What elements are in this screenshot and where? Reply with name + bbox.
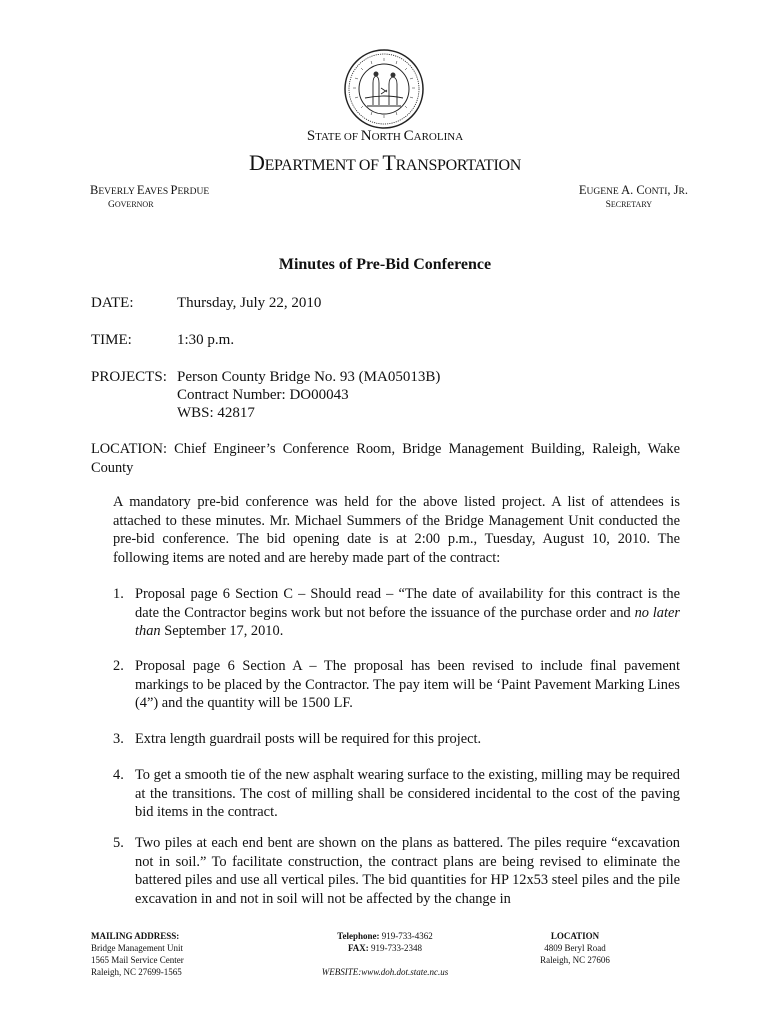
date-label: DATE: — [91, 295, 134, 311]
list-item — [113, 657, 680, 713]
list-item — [113, 834, 680, 908]
secretary-title: SECRETARY — [605, 200, 652, 210]
list-item — [113, 766, 680, 822]
item-text: Extra length guardrail posts will be required for this project. — [135, 731, 482, 747]
item-number: 4. — [113, 767, 124, 783]
secretary-name: EUGENE A. CONTI, JR. — [578, 183, 688, 197]
location-line-2: Raleigh, NC 27606 — [540, 955, 610, 965]
department-heading: DEPARTMENT OF TRANSPORTATION — [248, 150, 521, 175]
intro-paragraph: A mandatory pre-bid conference was held for the above listed project. A list of attendees is attached to these minutes. Mr. Michael Summers of the Bridge Management Unit conducted the pre-bid conference. The bid opening date is at 2:00 p.m., Tuesday, August 10, 2010. The following items are noted and are hereby made part of the contract: — [113, 494, 680, 566]
item-text-emphasis: no later than — [135, 604, 680, 639]
list-item — [113, 730, 680, 750]
item-number: 5. — [113, 835, 124, 851]
fax-value: 919-733-2348 — [368, 943, 423, 953]
list-item — [113, 585, 680, 641]
location-line-1: 4809 Beryl Road — [544, 943, 606, 953]
projects-label: PROJECTS: — [91, 369, 167, 385]
state-heading: STATE OF NORTH CAROLINA — [306, 128, 464, 144]
item-text: Proposal page 6 Section A – The proposal has been revised to include final pavement markings to be placed by the Contractor. The pay item will be ‘Paint Pavement Marking Lines (4”) and the quantity will be 1500 LF. — [135, 658, 680, 711]
item-number: 3. — [113, 731, 124, 747]
item-text: To get a smooth tie of the new asphalt wearing surface to the existing, milling may be required at the transitions. The cost of milling shall be considered incidental to the cost of the paving bid items in the contract. — [135, 767, 680, 820]
project-line-3: WBS: 42817 — [177, 405, 255, 421]
item-text-part: Proposal page 6 Section C – Should read – “The date of availability for this contract is the date the Contractor begins work but not before the issuance of the purchase order and — [135, 586, 680, 621]
footer-location — [515, 930, 635, 966]
mailing-line-3: Raleigh, NC 27699-1565 — [91, 967, 182, 977]
mailing-line-2: 1565 Mail Service Center — [91, 955, 184, 965]
location-label: LOCATION — [550, 931, 600, 941]
footer-contact — [250, 930, 520, 978]
item-text: Two piles at each end bent are shown on the plans as battered. The piles require “excavation not in soil.” To facilitate construction, the contract plans are being revised to eliminate the battered piles and use all vertical piles. The bid quantities for HP 12x53 steel piles and the pile excavation in and not in soil will not be affected by the change in — [135, 835, 680, 907]
item-text-part: September 17, 2010. — [160, 623, 284, 639]
document-title: Minutes of Pre-Bid Conference — [278, 256, 492, 273]
governor-title: GOVERNOR — [108, 200, 154, 210]
telephone-label: Telephone: — [337, 931, 380, 941]
project-line-2: Contract Number: DO00043 — [177, 387, 349, 403]
time-value: 1:30 p.m. — [177, 332, 235, 348]
mailing-line-1: Bridge Management Unit — [91, 943, 183, 953]
telephone-value: 919-733-4362 — [379, 931, 433, 941]
date-value: Thursday, July 22, 2010 — [177, 295, 322, 311]
location-paragraph: LOCATION: Chief Engineer’s Conference Room, Bridge Management Building, Raleigh, Wake County — [91, 441, 680, 476]
item-text — [135, 585, 680, 641]
time-label: TIME: — [91, 332, 132, 348]
state-seal-logo — [343, 48, 425, 130]
item-number: 1. — [113, 586, 124, 602]
mailing-label: MAILING ADDRESS: — [91, 931, 180, 941]
project-line-1: Person County Bridge No. 93 (MA05013B) — [177, 369, 441, 385]
governor-name: BEVERLY EAVES PERDUE — [90, 183, 210, 197]
footer-mailing — [91, 930, 184, 978]
item-number: 2. — [113, 658, 124, 674]
website-link[interactable]: WEBSITE:www.doh.dot.state.nc.us — [321, 967, 449, 977]
fax-label: FAX: — [347, 943, 369, 953]
